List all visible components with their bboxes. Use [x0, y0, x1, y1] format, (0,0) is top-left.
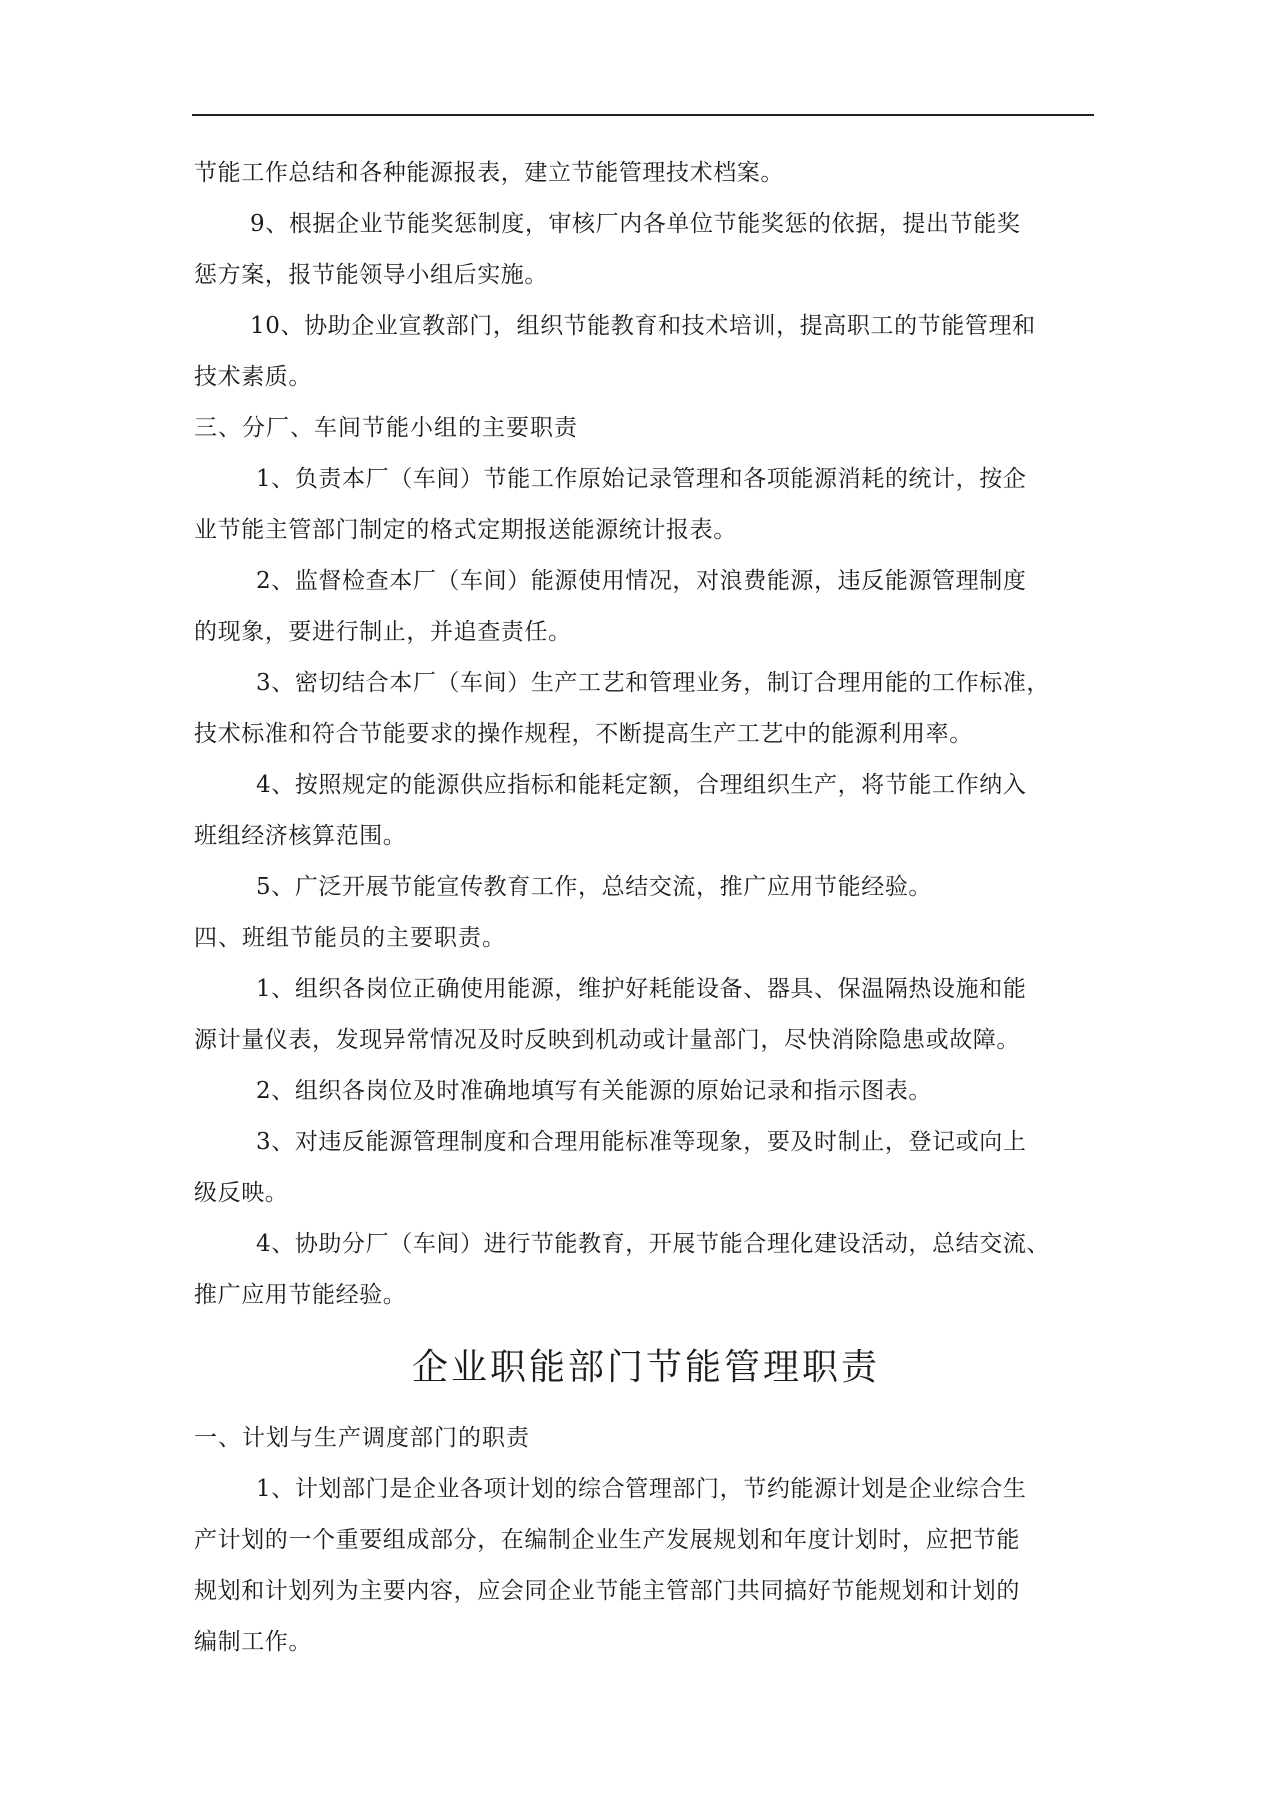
text-line: 技术素质。 [194, 364, 312, 390]
text-line: 3、密切结合本厂（车间）生产工艺和管理业务，制订合理用能的工作标准， [256, 670, 1051, 696]
section-heading: 四、班组节能员的主要职责。 [194, 925, 506, 951]
paragraph-group-top [194, 148, 1098, 1321]
text-line: 2、组织各岗位及时准确地填写有关能源的原始记录和指示图表。 [256, 1078, 933, 1104]
section-title: 企业职能部门节能管理职责 [411, 1347, 880, 1388]
text-line: 惩方案，报节能领导小组后实施。 [194, 262, 548, 288]
text-line: 业节能主管部门制定的格式定期报送能源统计报表。 [194, 517, 737, 543]
text-line: 1、负责本厂（车间）节能工作原始记录管理和各项能源消耗的统计，按企 [256, 466, 1027, 492]
text-line: 10、协助企业宣教部门，组织节能教育和技术培训，提高职工的节能管理和 [250, 313, 1036, 339]
text-line: 级反映。 [194, 1180, 289, 1206]
text-line: 技术标准和符合节能要求的操作规程，不断提高生产工艺中的能源利用率。 [194, 721, 973, 747]
text-line: 的现象，要进行制止，并追查责任。 [194, 619, 572, 645]
text-line: 3、对违反能源管理制度和合理用能标准等现象，要及时制止，登记或向上 [256, 1129, 1027, 1155]
paragraph-group-bottom [194, 1413, 1098, 1668]
text-line: 源计量仪表，发现异常情况及时反映到机动或计量部门，尽快消除隐患或故障。 [194, 1027, 1020, 1053]
text-line: 产计划的一个重要组成部分，在编制企业生产发展规划和年度计划时，应把节能 [194, 1527, 1020, 1553]
text-line: 4、协助分厂（车间）进行节能教育，开展节能合理化建设活动，总结交流、 [256, 1231, 1051, 1257]
text-line: 5、广泛开展节能宣传教育工作，总结交流，推广应用节能经验。 [256, 874, 933, 900]
text-line: 节能工作总结和各种能源报表，建立节能管理技术档案。 [194, 160, 784, 186]
document-body [194, 148, 1098, 1668]
text-line: 规划和计划列为主要内容，应会同企业节能主管部门共同搞好节能规划和计划的 [194, 1578, 1020, 1604]
text-line: 1、计划部门是企业各项计划的综合管理部门，节约能源计划是企业综合生 [256, 1476, 1027, 1502]
section-heading: 三、分厂、车间节能小组的主要职责 [194, 415, 578, 441]
text-line: 4、按照规定的能源供应指标和能耗定额，合理组织生产，将节能工作纳入 [256, 772, 1027, 798]
text-line: 编制工作。 [194, 1629, 312, 1655]
header-rule [192, 114, 1094, 116]
text-line: 班组经济核算范围。 [194, 823, 407, 849]
text-line: 推广应用节能经验。 [194, 1282, 407, 1308]
text-line: 9、根据企业节能奖惩制度，审核厂内各单位节能奖惩的依据，提出节能奖 [250, 211, 1021, 237]
text-line: 2、监督检查本厂（车间）能源使用情况，对浪费能源，违反能源管理制度 [256, 568, 1027, 594]
section-heading: 一、计划与生产调度部门的职责 [194, 1425, 530, 1451]
text-line: 1、组织各岗位正确使用能源，维护好耗能设备、器具、保温隔热设施和能 [256, 976, 1027, 1002]
